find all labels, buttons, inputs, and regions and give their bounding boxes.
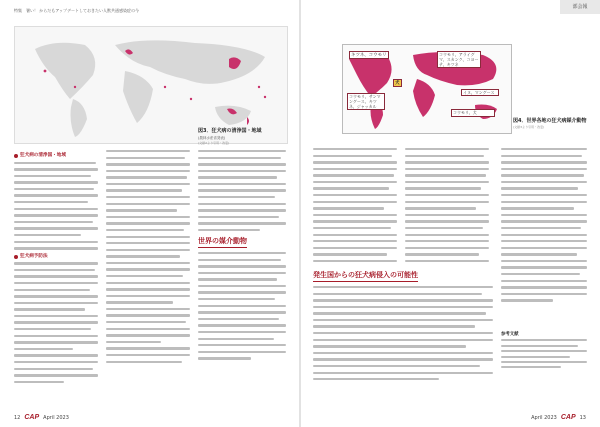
section-heading <box>14 153 98 160</box>
right-col-3 <box>501 148 587 306</box>
footer-left <box>14 414 69 421</box>
issue-date: April 2023 <box>531 414 557 421</box>
references-title: 参考文献 <box>501 332 519 337</box>
label-na: コウモリ、アライグマ、スカンク、コヨーテ、キツネ <box>437 51 481 68</box>
bullet-icon <box>14 255 18 259</box>
bullet-icon <box>14 154 18 158</box>
left-page <box>0 0 299 427</box>
figure3-title: 図3．狂犬病の清浄国・地域 <box>198 128 262 134</box>
figure4-title: 図4．世界各地の狂犬病媒介動物 <box>513 118 587 124</box>
issue-date: April 2023 <box>43 414 69 421</box>
right-page <box>301 0 600 427</box>
label-africa: イヌ、マングース <box>461 89 499 96</box>
section-heading-large: 世界の媒介動物 <box>198 236 247 248</box>
footer-right <box>531 414 586 421</box>
left-col-2 <box>106 150 190 367</box>
section-heading <box>14 254 98 261</box>
label-sa: コウモリ、サンマングース、キツネ、ジャッカル <box>347 93 385 110</box>
right-col-1b <box>313 286 493 385</box>
figure3-credit: (文献2より引用・改変) <box>198 141 230 145</box>
figure3-sub: (農林水産省発表) <box>198 136 226 140</box>
running-head: 特集 暑い！ からだもアップデートしておきたい人獣共通感染症の今 <box>14 8 139 13</box>
page-number: 12 <box>14 414 21 421</box>
left-col-3b <box>198 252 286 364</box>
left-col-1 <box>14 150 98 387</box>
world-map-svg <box>15 27 287 143</box>
figure4-credit: (文献3より引用・改変) <box>513 125 545 129</box>
cap-logo: CAP <box>24 414 40 421</box>
section-title-1: 狂犬病の清浄国・地域 <box>20 153 66 158</box>
label-center: 犬 <box>395 81 400 86</box>
right-col-1 <box>313 148 397 266</box>
figure4-map <box>342 44 512 134</box>
figure3-map <box>14 26 288 144</box>
label-north: キツネ、コウモリ <box>351 53 387 58</box>
category-tab: 部会報 <box>560 0 600 14</box>
cap-logo: CAP <box>560 414 576 421</box>
figure4-caption <box>513 118 595 130</box>
page-number: 13 <box>579 414 586 421</box>
section-heading-large: 発生国からの狂犬病侵入の可能性 <box>313 270 418 282</box>
section-title-2: 狂犬病予防法 <box>20 253 48 259</box>
label-east: コウモリ、犬 <box>451 109 495 117</box>
left-col-3 <box>198 150 286 236</box>
figure3-caption <box>198 128 288 146</box>
right-col-2 <box>405 148 489 266</box>
references <box>501 332 587 372</box>
